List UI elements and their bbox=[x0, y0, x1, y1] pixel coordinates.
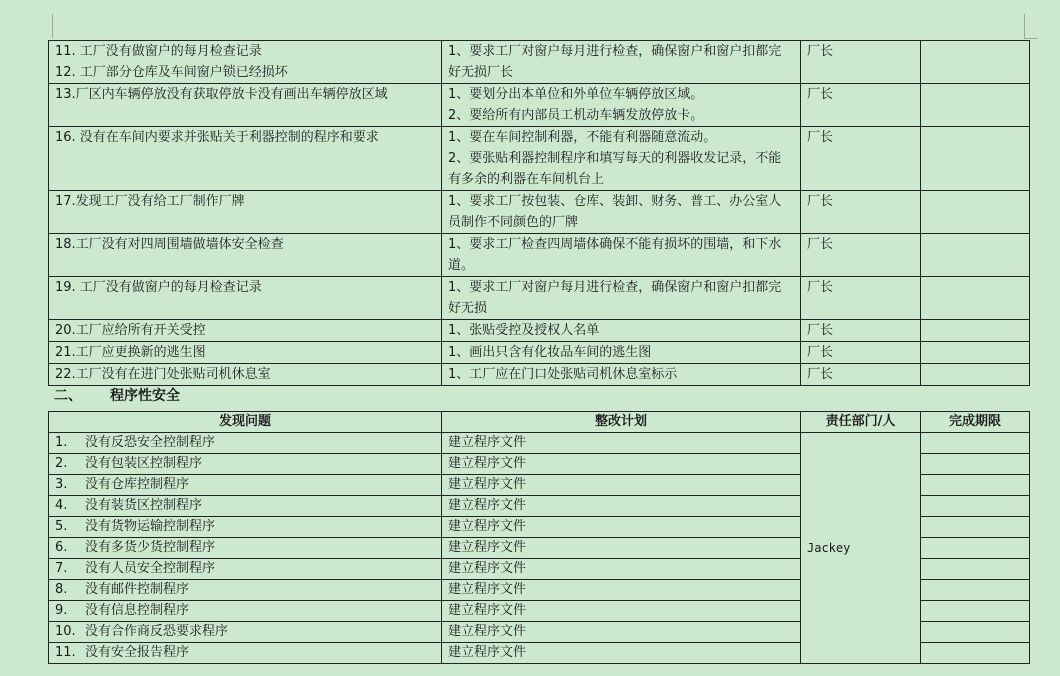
plan-cell: 建立程序文件 bbox=[442, 496, 801, 517]
owner-cell: 厂长 bbox=[801, 41, 921, 84]
issue-text: 没有包装区控制程序 bbox=[85, 456, 203, 471]
plan-line: 2、要给所有内部员工机动车辆发放停放卡。 bbox=[448, 108, 704, 123]
issue-cell bbox=[49, 364, 442, 386]
deadline-cell bbox=[921, 454, 1030, 475]
header-issue: 发现问题 bbox=[49, 412, 442, 433]
plan-cell: 建立程序文件 bbox=[442, 454, 801, 475]
plan-line: 1、工厂应在门口处张贴司机休息室标示 bbox=[448, 367, 678, 382]
issue-text: 没有货物运输控制程序 bbox=[85, 519, 216, 534]
issue-cell bbox=[49, 41, 442, 84]
table-row bbox=[49, 433, 1030, 454]
issue-cell bbox=[49, 517, 442, 538]
issue-line: 21.工厂应更换新的逃生图 bbox=[55, 345, 206, 360]
plan-cell: 建立程序文件 bbox=[442, 580, 801, 601]
plan-cell: 建立程序文件 bbox=[442, 559, 801, 580]
row-number: 11. bbox=[55, 645, 76, 660]
issue-text: 没有装货区控制程序 bbox=[85, 498, 203, 513]
row-number: 9. bbox=[55, 603, 68, 618]
issue-cell bbox=[49, 84, 442, 127]
deadline-cell bbox=[921, 433, 1030, 454]
issue-cell bbox=[49, 580, 442, 601]
owner-cell: 厂长 bbox=[801, 234, 921, 277]
deadline-cell bbox=[921, 41, 1030, 84]
plan-line: 1、要划分出本单位和外单位车辆停放区域。 bbox=[448, 87, 704, 102]
plan-cell: 建立程序文件 bbox=[442, 538, 801, 559]
issue-text: 没有仓库控制程序 bbox=[85, 477, 190, 492]
row-number: 6. bbox=[55, 540, 68, 555]
table-row bbox=[49, 41, 1030, 84]
table-row bbox=[49, 84, 1030, 127]
plan-cell: 建立程序文件 bbox=[442, 643, 801, 664]
plan-cell bbox=[442, 127, 801, 191]
section-heading bbox=[54, 385, 180, 407]
deadline-cell bbox=[921, 127, 1030, 191]
row-number: 8. bbox=[55, 582, 68, 597]
page-margin-mark-right bbox=[1024, 14, 1025, 38]
row-number: 3. bbox=[55, 477, 68, 492]
deadline-cell bbox=[921, 84, 1030, 127]
issue-cell bbox=[49, 191, 442, 234]
deadline-cell bbox=[921, 364, 1030, 386]
row-number: 2. bbox=[55, 456, 68, 471]
row-number: 4. bbox=[55, 498, 68, 513]
table-row bbox=[49, 234, 1030, 277]
owner-cell: 厂长 bbox=[801, 84, 921, 127]
table-row bbox=[49, 364, 1030, 386]
issue-text: 没有合作商反恐要求程序 bbox=[85, 624, 229, 639]
deadline-cell bbox=[921, 342, 1030, 364]
owner-cell: 厂长 bbox=[801, 277, 921, 320]
issue-cell bbox=[49, 127, 442, 191]
plan-line: 1、要求工厂按包装、仓库、装卸、财务、普工、办公室人员制作不同颜色的厂牌 bbox=[448, 194, 782, 230]
table-header-row bbox=[49, 412, 1030, 433]
deadline-cell bbox=[921, 559, 1030, 580]
issue-line: 20.工厂应给所有开关受控 bbox=[55, 323, 206, 338]
plan-cell: 建立程序文件 bbox=[442, 601, 801, 622]
plan-cell bbox=[442, 84, 801, 127]
owner-cell: 厂长 bbox=[801, 127, 921, 191]
issue-cell bbox=[49, 320, 442, 342]
issue-cell bbox=[49, 643, 442, 664]
plan-cell bbox=[442, 320, 801, 342]
deadline-cell bbox=[921, 191, 1030, 234]
plan-cell bbox=[442, 191, 801, 234]
responsible-cell: Jackey bbox=[801, 433, 921, 664]
deadline-cell bbox=[921, 601, 1030, 622]
issue-line: 22.工厂没有在进门处张贴司机休息室 bbox=[55, 367, 271, 382]
owner-cell: 厂长 bbox=[801, 342, 921, 364]
plan-line: 1、要在车间控制利器，不能有利器随意流动。 bbox=[448, 130, 717, 145]
page-margin-mark-left bbox=[52, 14, 53, 38]
row-number: 7. bbox=[55, 561, 68, 576]
section-title: 程序性安全 bbox=[110, 388, 180, 404]
issue-line: 18.工厂没有对四周围墙做墙体安全检查 bbox=[55, 237, 284, 252]
deadline-cell bbox=[921, 580, 1030, 601]
deadline-cell bbox=[921, 538, 1030, 559]
issue-cell bbox=[49, 538, 442, 559]
plan-line: 1、要求工厂对窗户每月进行检查，确保窗户和窗户扣都完好无损 bbox=[448, 280, 782, 316]
row-number: 10. bbox=[55, 624, 76, 639]
table-row bbox=[49, 127, 1030, 191]
plan-line: 1、要求工厂检查四周墙体确保不能有损坏的围墙，和下水道。 bbox=[448, 237, 782, 273]
plan-cell bbox=[442, 234, 801, 277]
plan-cell: 建立程序文件 bbox=[442, 433, 801, 454]
deadline-cell bbox=[921, 475, 1030, 496]
issue-cell bbox=[49, 342, 442, 364]
owner-cell: 厂长 bbox=[801, 364, 921, 386]
table-row bbox=[49, 342, 1030, 364]
issue-cell bbox=[49, 433, 442, 454]
issue-text: 没有信息控制程序 bbox=[85, 603, 190, 618]
deadline-cell bbox=[921, 517, 1030, 538]
issue-text: 没有多货少货控制程序 bbox=[85, 540, 216, 555]
plan-cell bbox=[442, 41, 801, 84]
issue-text: 没有人员安全控制程序 bbox=[85, 561, 216, 576]
procedural-safety-table bbox=[48, 411, 1030, 664]
deadline-cell bbox=[921, 496, 1030, 517]
plan-cell: 建立程序文件 bbox=[442, 475, 801, 496]
plan-line: 1、要求工厂对窗户每月进行检查，确保窗户和窗户扣都完好无损厂长 bbox=[448, 44, 782, 80]
plan-cell: 建立程序文件 bbox=[442, 517, 801, 538]
plan-line: 2、要张贴利器控制程序和填写每天的利器收发记录，不能有多余的利器在车间机台上 bbox=[448, 151, 782, 187]
issue-cell bbox=[49, 475, 442, 496]
issue-cell bbox=[49, 622, 442, 643]
table-row bbox=[49, 320, 1030, 342]
table-row bbox=[49, 191, 1030, 234]
issue-cell bbox=[49, 496, 442, 517]
row-number: 1. bbox=[55, 435, 68, 450]
issue-text: 没有反恐安全控制程序 bbox=[85, 435, 216, 450]
page-margin-mark-right-horizontal bbox=[1024, 38, 1038, 39]
plan-line: 1、张贴受控及授权人名单 bbox=[448, 323, 600, 338]
issue-cell bbox=[49, 454, 442, 475]
plan-cell bbox=[442, 364, 801, 386]
plan-cell bbox=[442, 342, 801, 364]
plan-line: 1、画出只含有化妆品车间的逃生图 bbox=[448, 345, 652, 360]
issue-line: 17.发现工厂没有给工厂制作厂牌 bbox=[55, 194, 245, 209]
issue-line: 16. 没有在车间内要求并张贴关于利器控制的程序和要求 bbox=[55, 130, 379, 145]
issue-line: 13.厂区内车辆停放没有获取停放卡没有画出车辆停放区域 bbox=[55, 87, 388, 102]
corrective-action-table-1 bbox=[48, 40, 1030, 386]
issue-cell bbox=[49, 559, 442, 580]
row-number: 5. bbox=[55, 519, 68, 534]
section-number: 二、 bbox=[54, 388, 82, 404]
plan-cell: 建立程序文件 bbox=[442, 622, 801, 643]
issue-line: 12. 工厂部分仓库及车间窗户锁已经损坏 bbox=[55, 65, 288, 80]
header-responsible: 责任部门/人 bbox=[801, 412, 921, 433]
header-deadline: 完成期限 bbox=[921, 412, 1030, 433]
deadline-cell bbox=[921, 234, 1030, 277]
header-plan: 整改计划 bbox=[442, 412, 801, 433]
table-row bbox=[49, 277, 1030, 320]
owner-cell: 厂长 bbox=[801, 320, 921, 342]
owner-cell: 厂长 bbox=[801, 191, 921, 234]
issue-cell bbox=[49, 601, 442, 622]
plan-cell bbox=[442, 277, 801, 320]
issue-text: 没有安全报告程序 bbox=[85, 645, 190, 660]
issue-line: 11. 工厂没有做窗户的每月检查记录 bbox=[55, 44, 262, 59]
issue-cell bbox=[49, 234, 442, 277]
deadline-cell bbox=[921, 622, 1030, 643]
deadline-cell bbox=[921, 643, 1030, 664]
issue-line: 19. 工厂没有做窗户的每月检查记录 bbox=[55, 280, 262, 295]
deadline-cell bbox=[921, 277, 1030, 320]
issue-text: 没有邮件控制程序 bbox=[85, 582, 190, 597]
deadline-cell bbox=[921, 320, 1030, 342]
issue-cell bbox=[49, 277, 442, 320]
